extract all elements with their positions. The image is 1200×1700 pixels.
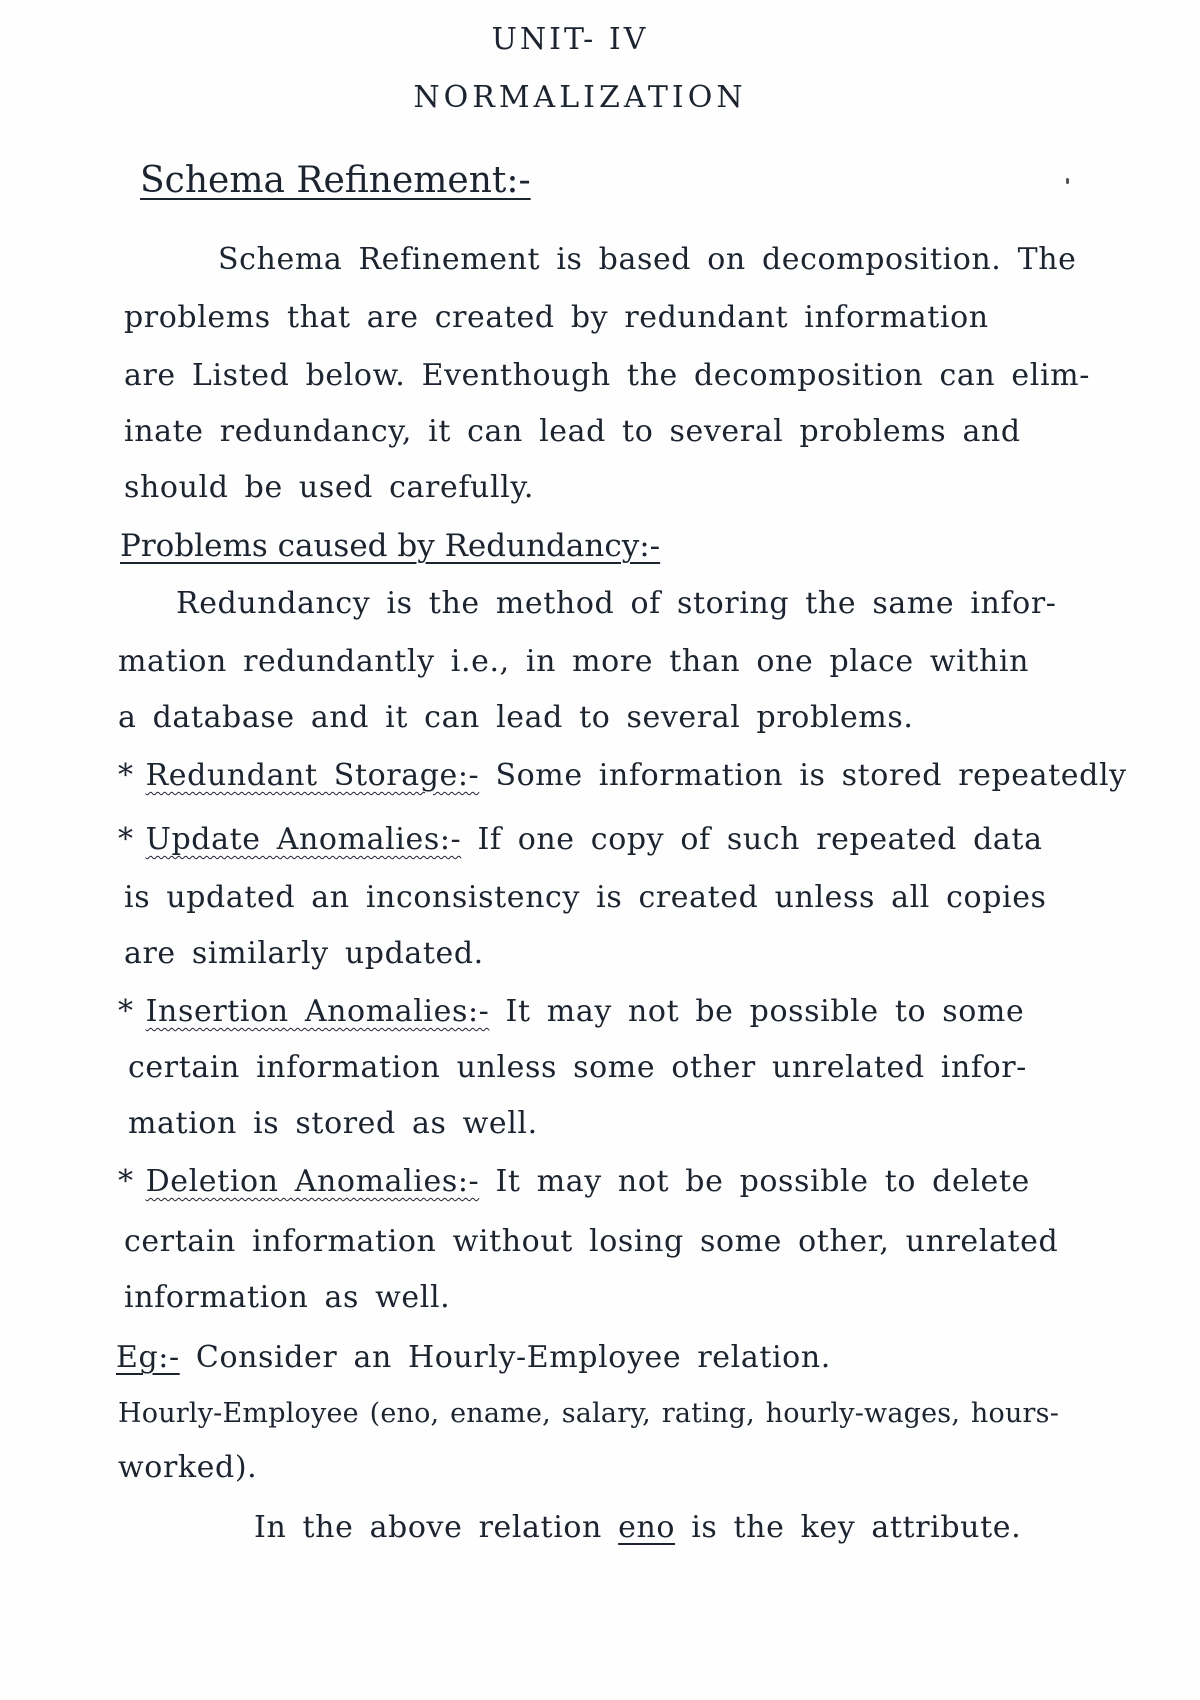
paragraph-line: certain information unless some other unrelated infor- xyxy=(128,1050,1027,1085)
bullet-text: It may not be possible to delete xyxy=(495,1164,1030,1199)
example-line xyxy=(116,1340,831,1375)
bullet-term: Insertion Anomalies:- xyxy=(145,994,490,1029)
paragraph-line: is updated an inconsistency is created unless all copies xyxy=(124,880,1047,915)
key-attribute: eno xyxy=(618,1510,676,1545)
paragraph-line: a database and it can lead to several problems. xyxy=(118,700,914,735)
asterisk-bullet-icon: * xyxy=(118,822,134,857)
paragraph-line: certain information without losing some other, unrelated xyxy=(124,1224,1059,1259)
paragraph-line: are similarly updated. xyxy=(124,936,484,971)
asterisk-bullet-icon: * xyxy=(118,994,134,1029)
bullet-term: Deletion Anomalies:- xyxy=(145,1164,480,1199)
unit-heading: UNIT- IV xyxy=(491,22,649,57)
example-intro: Consider an Hourly-Employee relation. xyxy=(195,1340,831,1375)
bullet-text: Some information is stored repeatedly xyxy=(495,758,1127,793)
paragraph-line: are Listed below. Eventhough the decomposition can elim- xyxy=(124,358,1090,393)
paragraph-line: Redundancy is the method of storing the same infor- xyxy=(176,586,1057,621)
page-title: NORMALIZATION xyxy=(413,80,747,115)
bullet-text: It may not be possible to some xyxy=(505,994,1025,1029)
bullet-update-anomalies xyxy=(118,822,1043,857)
key-text-post: is the key attribute. xyxy=(691,1510,1022,1545)
bullet-text: If one copy of such repeated data xyxy=(477,822,1043,857)
bullet-insertion-anomalies xyxy=(118,994,1024,1029)
bullet-term: Redundant Storage:- xyxy=(145,758,480,793)
paragraph-line: Schema Refinement is based on decomposition. The xyxy=(218,242,1077,277)
key-attribute-line xyxy=(254,1510,1021,1545)
paragraph-line: inate redundancy, it can lead to several problems and xyxy=(124,414,1021,449)
schema-refinement-heading: Schema Refinement:- xyxy=(140,160,531,201)
example-label: Eg:- xyxy=(116,1340,180,1375)
paragraph-line: problems that are created by redundant information xyxy=(124,300,989,335)
paragraph-line: should be used carefully. xyxy=(124,470,535,505)
asterisk-bullet-icon: * xyxy=(118,758,134,793)
relation-schema-line: worked). xyxy=(118,1450,258,1485)
paragraph-line: mation redundantly i.e., in more than one place within xyxy=(118,644,1030,679)
bullet-redundant-storage xyxy=(118,758,1127,793)
bullet-deletion-anomalies xyxy=(118,1164,1030,1199)
redundancy-heading: Problems caused by Redundancy:- xyxy=(120,528,661,564)
paragraph-line: information as well. xyxy=(124,1280,451,1315)
bullet-term: Update Anomalies:- xyxy=(145,822,462,857)
asterisk-bullet-icon: * xyxy=(118,1164,134,1199)
ink-speck xyxy=(1066,178,1069,184)
relation-schema-line: Hourly-Employee (eno, ename, salary, rating, hourly-wages, hours- xyxy=(118,1398,1060,1429)
key-text-pre: In the above relation xyxy=(254,1510,602,1545)
paragraph-line: mation is stored as well. xyxy=(128,1106,538,1141)
